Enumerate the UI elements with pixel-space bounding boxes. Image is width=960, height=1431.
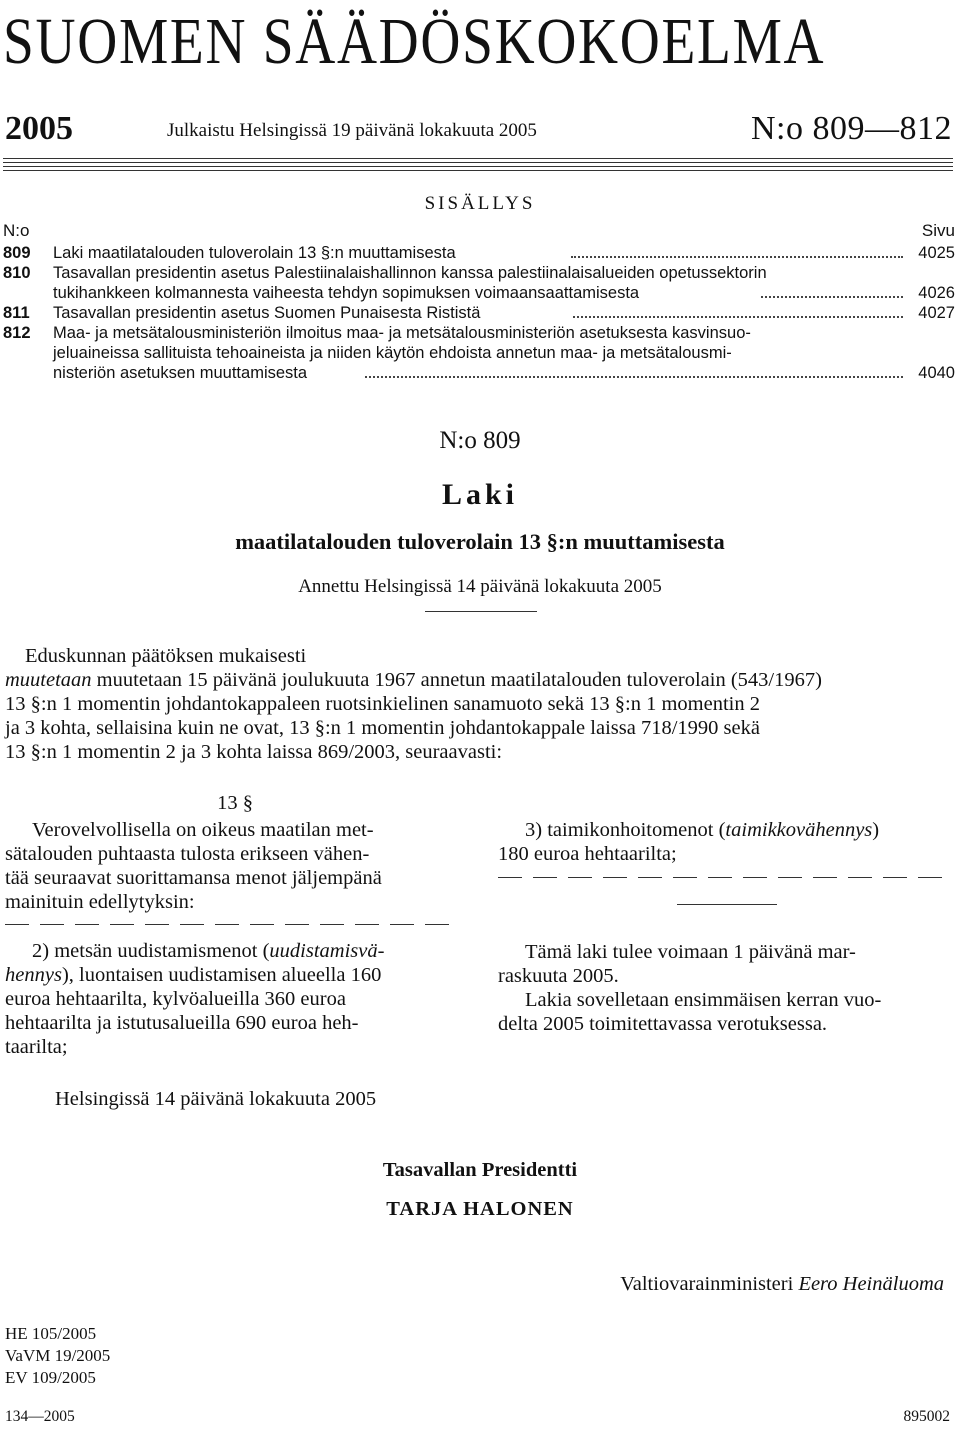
toc-entry-title: tukihankkeen kolmannesta vaiheesta tehdyn sopimuksen voimaansaattamisesta xyxy=(53,284,640,302)
toc-leader-dots xyxy=(573,316,903,318)
section-text-line: sätalouden puhtaasta tulosta erikseen vähen- xyxy=(5,843,370,865)
reference-item: EV 109/2005 xyxy=(5,1368,96,1387)
section-text-line: Verovelvollisella on oikeus maatilan met- xyxy=(32,819,374,841)
toc-entry-number: 811 xyxy=(3,304,30,322)
section-text-line: mainituin edellytyksin: xyxy=(5,891,195,913)
preamble-line: 13 §:n 1 momentin johdantokappaleen ruotsinkielinen sanamuoto sekä 13 §:n 1 momentin 2 xyxy=(5,693,760,715)
preamble-line: ja 3 kohta, sellaisina kuin ne ovat, 13 §:n 1 momentin johdantokappale laissa 718/1990 sekä xyxy=(5,717,760,739)
legislative-references xyxy=(5,1323,110,1389)
toc-entry[interactable] xyxy=(3,263,955,283)
issue-number: N:o 809—812 xyxy=(751,110,952,147)
section-text-line: tää seuraavat suorittamansa menot jäljempänä xyxy=(5,867,382,889)
section-end-rule xyxy=(677,904,777,905)
toc-leader-dots xyxy=(571,256,903,258)
section-text-line: 180 euroa hehtaarilta; xyxy=(498,843,677,865)
contents-page-label: Sivu xyxy=(921,221,955,240)
minister-name: Eero Heinäluoma xyxy=(798,1273,944,1295)
entry-into-force-line: raskuuta 2005. xyxy=(498,965,619,987)
toc-entry-page: 4027 xyxy=(918,304,955,322)
section-heading: 13 § xyxy=(217,792,253,814)
minister-signature xyxy=(620,1273,944,1296)
toc-entry-continuation xyxy=(3,283,955,303)
toc-entry-number: 810 xyxy=(3,264,31,282)
right-column xyxy=(498,818,954,866)
toc-entry-page: 4025 xyxy=(918,244,955,262)
preamble-line: 13 §:n 1 momentin 2 ja 3 kohta laissa 869/2003, seuraavasti: xyxy=(5,741,503,763)
header-rule-1 xyxy=(3,158,953,159)
left-column-item-2 xyxy=(5,939,463,1059)
preamble-line: Eduskunnan päätöksen mukaisesti xyxy=(25,645,307,667)
gazette-title: SUOMEN SÄÄDÖSKOKOELMA xyxy=(3,5,826,78)
act-given-date: Annettu Helsingissä 14 päivänä lokakuuta 2005 xyxy=(298,576,662,597)
toc-entry[interactable] xyxy=(3,243,955,263)
act-number: N:o 809 xyxy=(439,427,521,454)
preamble-keyword: muutetaan xyxy=(5,669,92,691)
toc-leader-dots xyxy=(761,296,903,298)
toc-entry-title: Maa- ja metsätalousministeriön ilmoitus maa- ja metsätalousministeriön asetuksesta kasvinsuo- xyxy=(53,324,751,342)
toc-entry-title: jeluaineissa sallituista tehoaineista ja niiden käytön ehdoista annetun maa- ja metsätalousmi- xyxy=(53,344,732,362)
section-text-line: 3) taimikonhoitomenot (taimikkovähennys) xyxy=(525,819,880,841)
section-text-line: hennys), luontaisen uudistamisen alueella 160 xyxy=(5,964,382,986)
toc-entry-number: 809 xyxy=(3,244,31,262)
section-text-line: hehtaarilta ja istutusalueilla 690 euroa heh- xyxy=(5,1012,359,1034)
contents-no-label: N:o xyxy=(3,221,30,240)
toc-entry[interactable] xyxy=(3,303,955,323)
toc-entry-title: nisteriön asetuksen muuttamisesta xyxy=(53,364,308,382)
minister-title: Valtiovarainministeri xyxy=(620,1273,794,1295)
toc-leader-dots xyxy=(365,376,903,378)
toc-entry-number: 812 xyxy=(3,324,31,342)
act-title: maatilatalouden tuloverolain 13 §:n muuttamisesta xyxy=(235,529,725,554)
toc-entry-title: Laki maatilatalouden tuloverolain 13 §:n muuttamisesta xyxy=(53,244,456,262)
entry-into-force-line: Tämä laki tulee voimaan 1 päivänä mar- xyxy=(525,941,856,963)
publication-date: Julkaistu Helsingissä 19 päivänä lokakuuta 2005 xyxy=(167,120,537,141)
gazette-year: 2005 xyxy=(5,110,73,147)
toc-entry-continuation xyxy=(3,343,955,363)
reference-item: VaVM 19/2005 xyxy=(5,1346,111,1365)
signing-place-date: Helsingissä 14 päivänä lokakuuta 2005 xyxy=(55,1088,377,1110)
preamble xyxy=(5,644,822,764)
table-of-contents xyxy=(3,243,955,383)
toc-entry-title: Tasavallan presidentin asetus Palestiinalaishallinnon kanssa palestiinalaisalueiden opetussektorin xyxy=(53,264,767,282)
toc-entry-page: 4026 xyxy=(918,284,955,302)
reference-item: HE 105/2005 xyxy=(5,1324,97,1343)
president-name: TARJA HALONEN xyxy=(386,1198,574,1220)
header-rule-3 xyxy=(3,166,953,167)
header-rule-4 xyxy=(3,170,953,171)
toc-entry-continuation xyxy=(3,363,955,383)
toc-entry-title: Tasavallan presidentin asetus Suomen Punaisesta Rististä xyxy=(53,304,481,322)
toc-entry-page: 4040 xyxy=(918,364,955,382)
application-line: delta 2005 toimitettavassa verotuksessa. xyxy=(498,1013,828,1035)
section-text-line: taarilta; xyxy=(5,1036,68,1058)
footer-right-code: 895002 xyxy=(903,1408,950,1425)
toc-entry[interactable] xyxy=(3,323,955,343)
final-provisions xyxy=(498,940,954,1036)
section-text-line: 2) metsän uudistamismenot (uudistamisvä- xyxy=(32,940,385,962)
footer-left-code: 134—2005 xyxy=(5,1408,75,1425)
header-rule-2 xyxy=(3,162,953,163)
application-line: Lakia sovelletaan ensimmäisen kerran vuo- xyxy=(525,989,882,1011)
contents-heading: SISÄLLYS xyxy=(424,193,536,214)
title-separator xyxy=(425,611,537,612)
act-type: Laki xyxy=(441,478,519,511)
section-text-line: euroa hehtaarilta, kylvöalueilla 360 euroa xyxy=(5,988,346,1010)
left-column xyxy=(5,818,463,914)
preamble-line-rest: muutetaan 15 päivänä joulukuuta 1967 annetun maatilatalouden tuloverolain (543/1967) xyxy=(96,669,822,691)
president-title: Tasavallan Presidentti xyxy=(382,1159,578,1181)
preamble-line xyxy=(5,668,822,692)
